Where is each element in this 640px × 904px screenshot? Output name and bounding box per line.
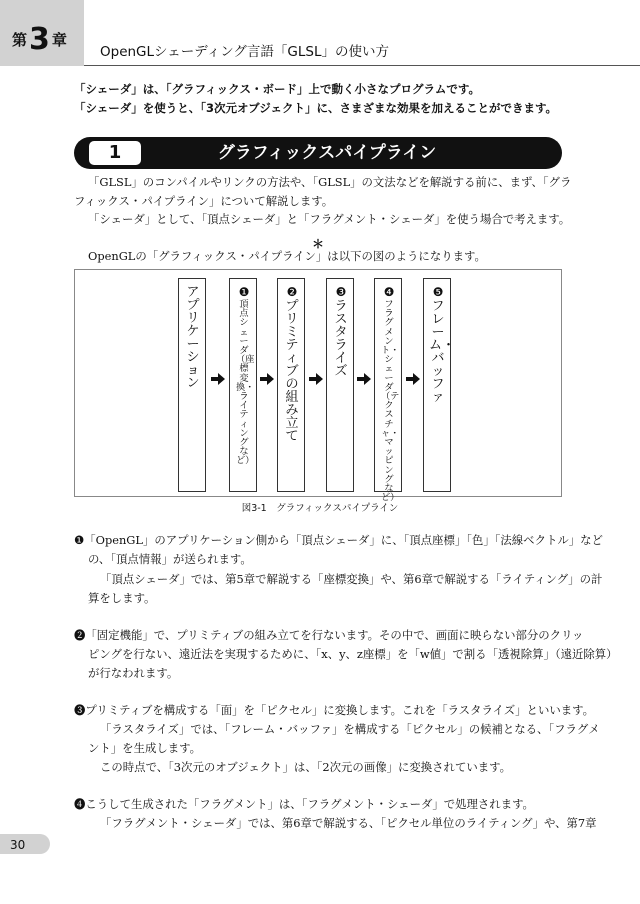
- running-title: OpenGLシェーディング言語「GLSL」の使い方: [100, 44, 389, 60]
- section-title: グラフィックスパイプライン: [217, 143, 437, 163]
- item-2-line-2: ピングを行ない、遠近法を実現するために、「x、y、z座標」を「w値」で割る「透視除算」（遠近除算）: [88, 647, 618, 661]
- item-3-line-3: ント」を生成します。: [88, 741, 201, 755]
- stage-label: フラグメント・シェーダ（テクスチャ・マッピングなど）: [381, 299, 400, 504]
- chapter-suffix: 章: [51, 31, 67, 49]
- stage-marker: ❸: [335, 285, 347, 299]
- stage-label: プリミティブの組み立て: [285, 299, 299, 444]
- page-number: 30: [10, 838, 26, 852]
- item-2-line-3: が行なわれます。: [88, 666, 179, 680]
- body-line-4: OpenGLの「グラフィックス・パイプライン」は以下の図のようになります。: [88, 249, 486, 263]
- stage-label: 頂点シェーダ（座標変換・ライティングなど）: [236, 299, 255, 467]
- item-4-line-2: 「フラグメント・シェーダ」では、第6章で解説する、「ピクセル単位のライティング」や、第7章: [100, 816, 597, 830]
- stage-label: アプリケーション: [186, 285, 200, 391]
- chapter-number: 3: [29, 22, 50, 57]
- item-1-line-1: ❶「OpenGL」のアプリケーション側から「頂点シェーダ」に、「頂点座標」「色」「法線ベクトル」など: [74, 533, 603, 547]
- stage-marker: ❺: [432, 285, 444, 299]
- stage-marker: ❹: [383, 285, 395, 299]
- body-line-1: 「GLSL」のコンパイルやリンクの方法や、「GLSL」の文法などを解説する前に、まず、「グラ: [88, 175, 572, 189]
- right-arrow-icon: [357, 373, 371, 385]
- stage-label: ラスタライズ: [334, 299, 348, 379]
- right-arrow-icon: [309, 373, 323, 385]
- stage-rasterize: [326, 278, 354, 492]
- intro-line-1: 「シェーダ」は、「グラフィックス・ボード」上で動く小さなプログラムです。: [74, 82, 480, 96]
- item-3-line-1: ❸プリミティブを構成する「面」を「ピクセル」に変換します。これを「ラスタライズ」といいます。: [74, 703, 594, 717]
- stage-vertex-shader: [229, 278, 257, 492]
- body-line-3: 「シェーダ」として、「頂点シェーダ」と「フラグメント・シェーダ」を使う場合で考えます。: [88, 212, 571, 226]
- stage-marker: ❷: [286, 285, 298, 299]
- stage-label: フレーム・バッファ: [429, 299, 456, 405]
- stage-marker: ❶: [238, 285, 250, 299]
- item-1-line-3: 「頂点シェーダ」では、第5章で解説する「座標変換」や、第6章で解説する「ライティング」の計: [100, 572, 603, 586]
- body-line-2: フィックス・パイプライン」について解説します。: [74, 194, 334, 208]
- item-3-line-2: 「ラスタライズ」では、「フレーム・バッファ」を構成する「ピクセル」の候補となる、「フラグメ: [100, 722, 600, 736]
- right-arrow-icon: [406, 373, 420, 385]
- chapter-prefix: 第: [12, 31, 28, 49]
- item-4-line-1: ❹こうして生成された「フラグメント」は、「フラグメント・シェーダ」で処理されます。: [74, 797, 534, 811]
- right-arrow-icon: [211, 373, 225, 385]
- stage-application: [178, 278, 206, 492]
- stage-primitive-assembly: [277, 278, 305, 492]
- right-arrow-icon: [260, 373, 274, 385]
- item-1-line-2: の、「頂点情報」が送られます。: [88, 552, 252, 566]
- intro-line-2: 「シェーダ」を使うと、「3次元オブジェクト」に、さまざまな効果を加えることができます。: [74, 101, 558, 115]
- item-2-line-1: ❷「固定機能」で、プリミティブの組み立てを行ないます。その中で、画面に映らない部分のクリッ: [74, 628, 584, 642]
- figure-caption: 図3-1 グラフィックスパイプライン: [241, 503, 399, 514]
- item-1-line-4: 算をします。: [88, 591, 156, 605]
- header-rule: [84, 65, 640, 66]
- item-3-line-4: この時点で、「3次元のオブジェクト」は、「2次元の画像」に変換されています。: [100, 760, 511, 774]
- stage-frame-buffer: [423, 278, 456, 492]
- separator-asterisk: ＊: [312, 237, 325, 251]
- section-number: 1: [89, 141, 141, 165]
- chapter-label: [12, 22, 67, 57]
- stage-fragment-shader: [374, 278, 402, 504]
